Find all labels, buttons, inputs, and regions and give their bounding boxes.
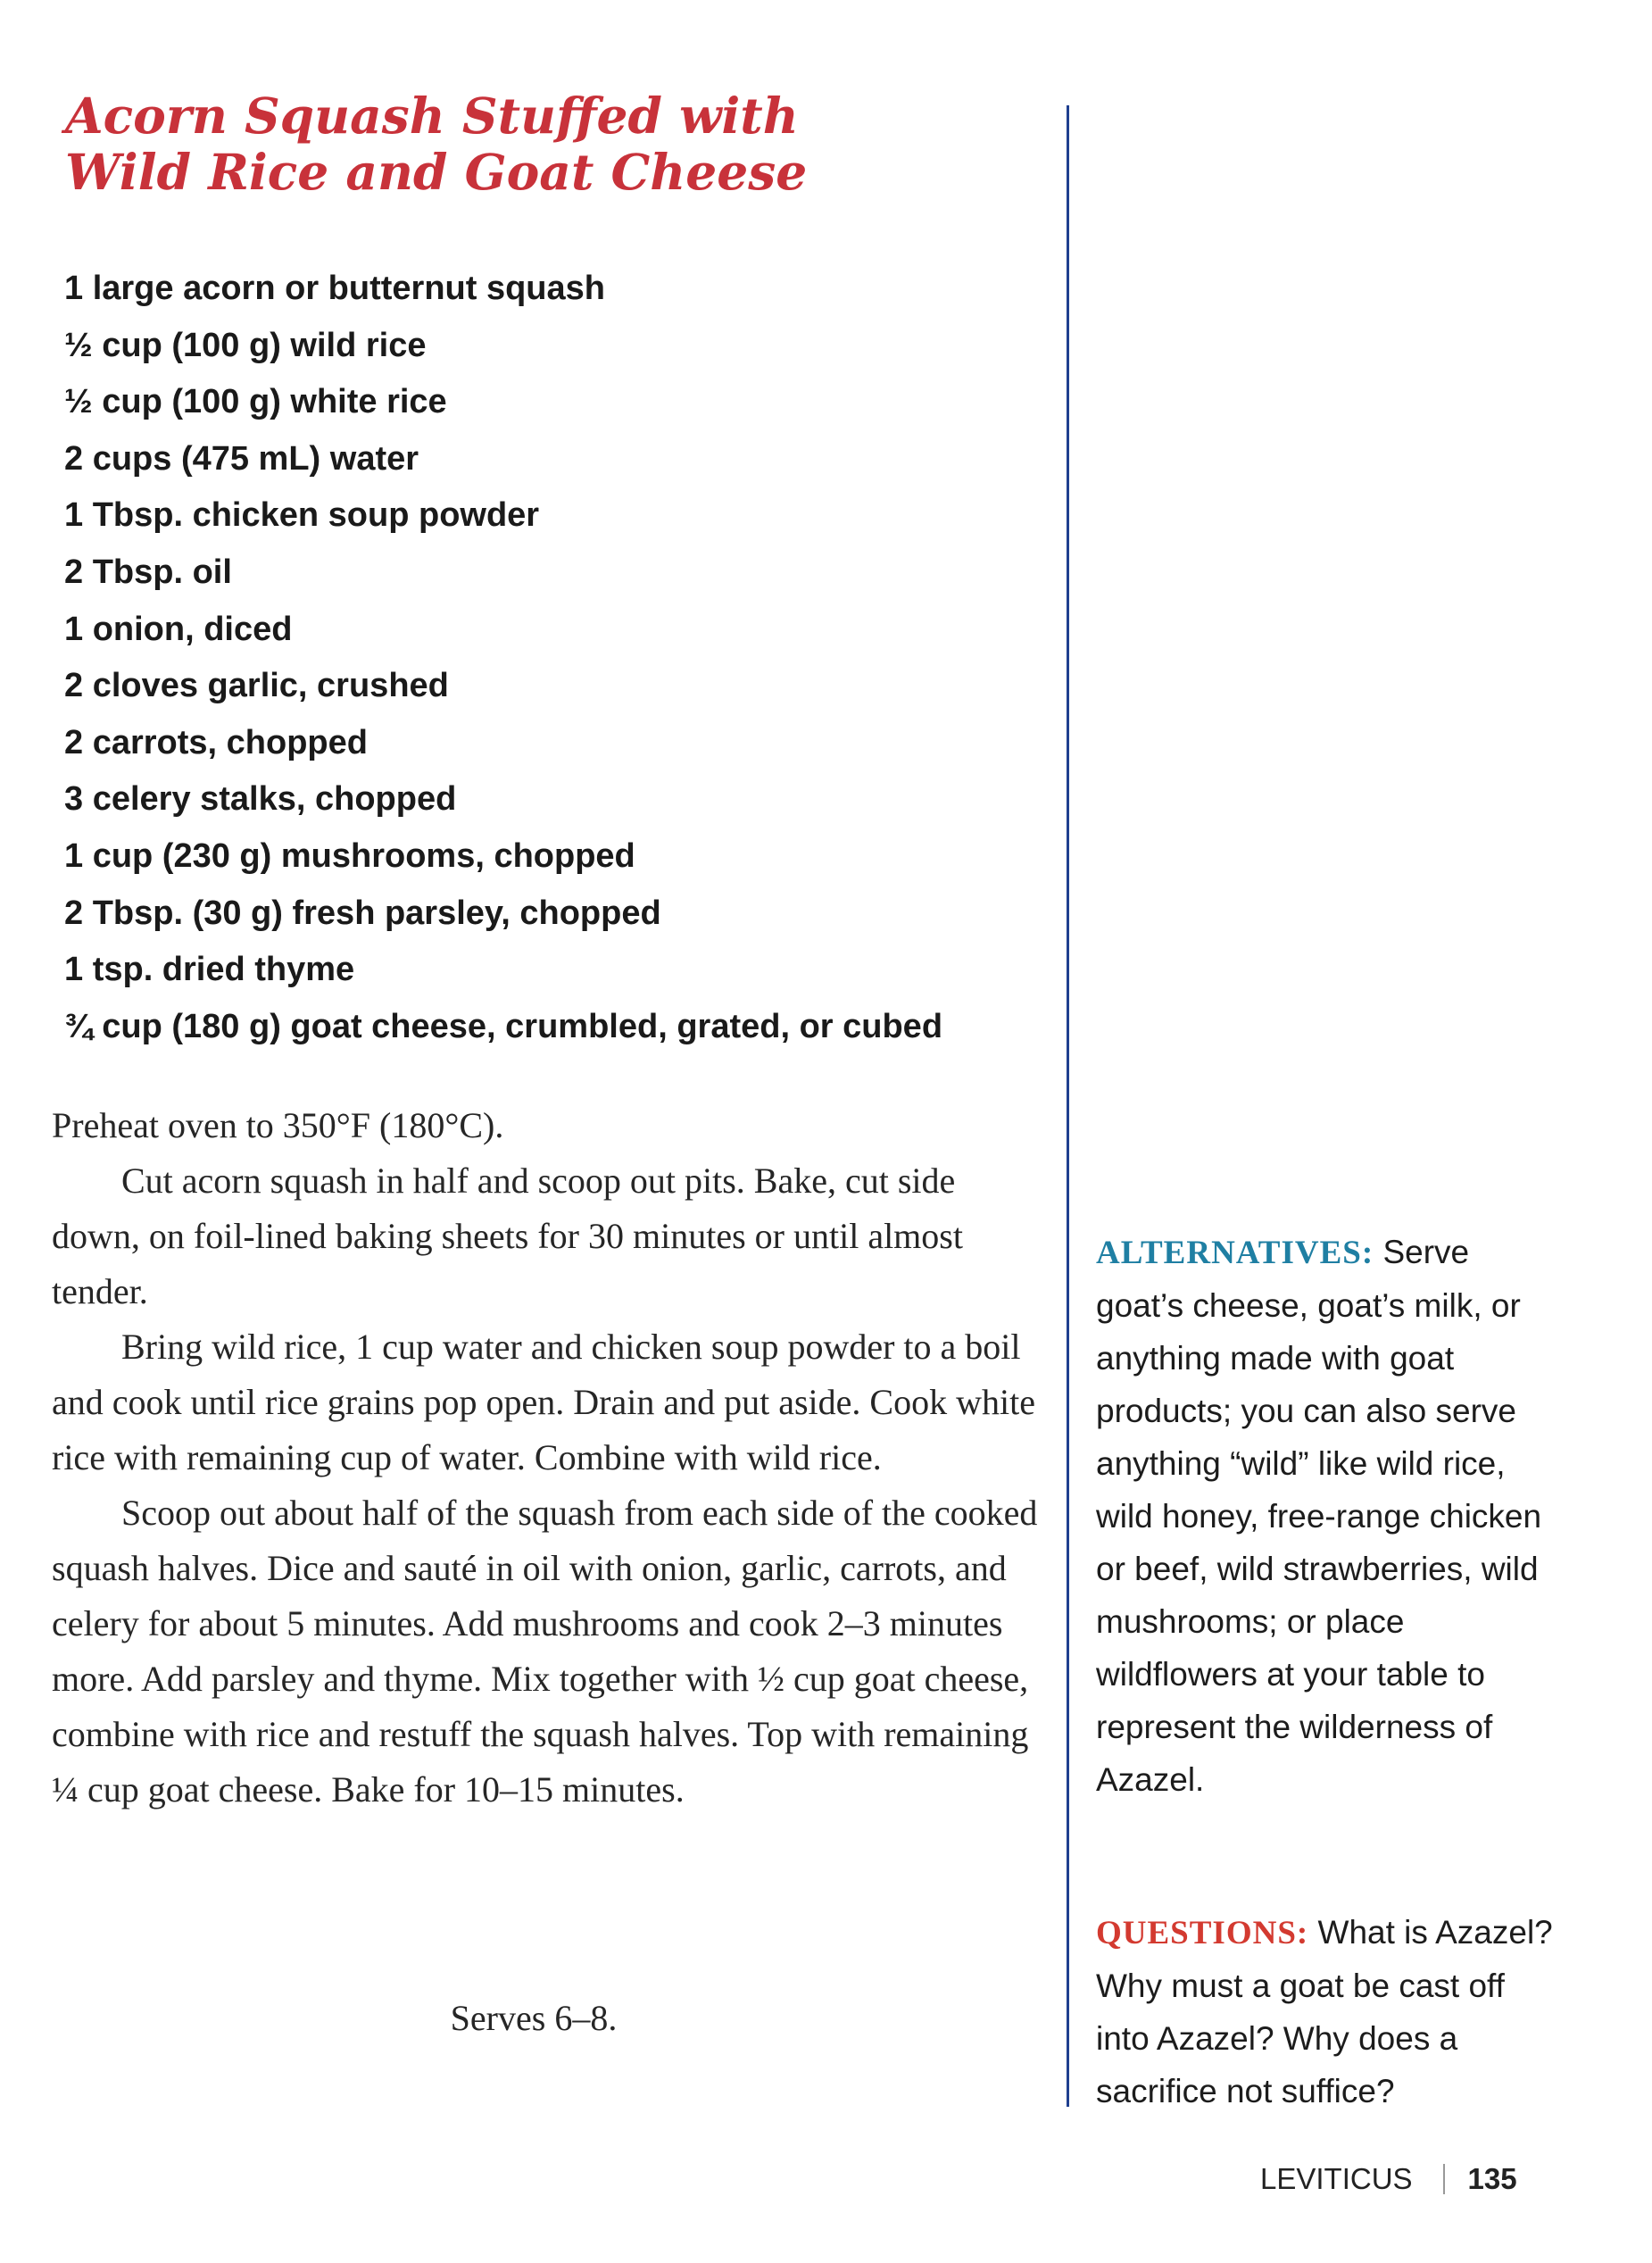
recipe-title [65,87,1047,200]
method-step: Preheat oven to 350°F (180°C). [52,1105,504,1145]
ingredient-item: 1 large acorn or butternut squash [64,270,605,307]
ingredient-item: 2 Tbsp. oil [64,553,232,591]
questions-label: QUESTIONS: [1096,1915,1309,1951]
questions-note [1096,1906,1560,2117]
page-footer [1260,2157,1517,2201]
ingredient-list [64,261,1046,1055]
method-step: Cut acorn squash in half and scoop out pits. Bake, cut side down, on foil-lined baking sheets for 30 minutes or until almost tender. [52,1161,963,1311]
ingredient-item: 1 onion, diced [64,610,293,648]
questions-text: What is Azazel? Why must a goat be cast off into Azazel? Why does a sacrifice not suffice? [1096,1914,1553,2109]
ingredient-item: 3 celery stalks, chopped [64,780,457,819]
ingredient-item: 1 Tbsp. chicken soup powder [64,496,540,535]
ingredient-item: 1 tsp. dried thyme [64,951,355,989]
ingredient-item: ¾ cup (180 g) goat cheese, crumbled, grated, or cubed [64,1007,943,1045]
recipe-method [52,1098,1042,1818]
recipe-title-line-1: Acorn Squash Stuffed with [65,87,799,145]
ingredient-item: 1 cup (230 g) mushrooms, chopped [64,836,635,875]
ingredient-item: ½ cup (100 g) wild rice [64,326,427,364]
alternatives-text: Serve goat’s cheese, goat’s milk, or anything made with goat products; you can also serve anything “wild” like wild rice, wild honey, free-range chicken or beef, wild strawberries, wild mushrooms; or place wildflowers at your table to represent the wilderness of Azazel. [1096,1234,1542,1798]
book-section: LEVITICUS [1260,2162,1413,2195]
recipe-title-line-2: Wild Rice and Goat Cheese [65,143,808,201]
footer-separator [1443,2164,1445,2194]
serving-size: Serves 6–8. [450,1998,618,2038]
ingredient-item: 2 Tbsp. (30 g) fresh parsley, chopped [64,894,661,932]
ingredient-item: 2 carrots, chopped [64,723,368,761]
page-number: 135 [1467,2162,1517,2195]
ingredient-item: 2 cups (475 mL) water [64,439,419,478]
ingredient-item: 2 cloves garlic, crushed [64,667,449,705]
alternatives-label: ALTERNATIVES: [1096,1235,1374,1271]
ingredient-item: ½ cup (100 g) white rice [64,383,447,421]
column-divider [1067,105,1069,2107]
method-step: Bring wild rice, 1 cup water and chicken soup powder to a boil and cook until rice grains pop open. Drain and put aside. Cook white rice with remaining cup of water. Combine with wild rice. [52,1327,1035,1477]
alternatives-note [1096,1226,1560,1806]
method-step: Scoop out about half of the squash from each side of the cooked squash halves. Dice and sauté in oil with onion, garlic, carrots, and celery for about 5 minutes. Add mushrooms and cook 2–3 minutes more. Add parsley and thyme. Mix together with ½ cup goat cheese, combine with rice and restuff the squash halves. Top with remaining ¼ cup goat cheese. Bake for 10–15 minutes. [52,1493,1038,1810]
